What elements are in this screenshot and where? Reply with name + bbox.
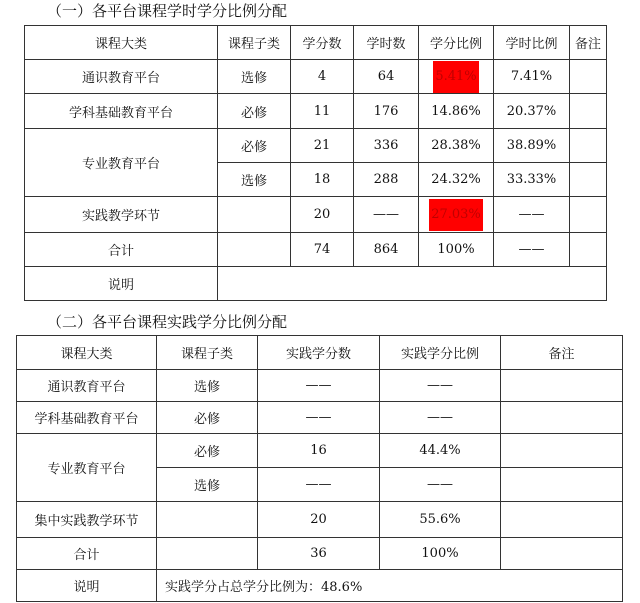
header-note: 备注 xyxy=(501,336,623,370)
header-practice-credits: 实践学分数 xyxy=(258,336,380,370)
table-row xyxy=(17,434,623,468)
header-subcategory: 课程子类 xyxy=(157,336,258,370)
cell-credits: 74 xyxy=(291,233,354,267)
table-row xyxy=(17,402,623,434)
cell-note xyxy=(501,370,623,402)
cell-subcategory: 选修 xyxy=(218,60,291,94)
cell-note xyxy=(570,233,607,267)
cell-hour-ratio: —— xyxy=(494,233,570,267)
cell-category: 专业教育平台 xyxy=(25,129,218,197)
cell-hour-ratio: 33.33% xyxy=(494,163,570,197)
cell-category: 通识教育平台 xyxy=(25,60,218,94)
cell-ratio: —— xyxy=(380,370,501,402)
cell-hours: 864 xyxy=(354,233,419,267)
cell-credits: —— xyxy=(258,468,380,502)
cell-hours: 336 xyxy=(354,129,419,163)
table-explain-row xyxy=(25,267,607,301)
cell-credits: 20 xyxy=(291,197,354,233)
cell-category: 通识教育平台 xyxy=(17,370,157,402)
cell-subcategory xyxy=(157,538,258,570)
cell-note xyxy=(501,538,623,570)
header-subcategory: 课程子类 xyxy=(218,26,291,60)
cell-credits: 4 xyxy=(291,60,354,94)
cell-credit-ratio: 24.32% xyxy=(419,163,494,197)
cell-note xyxy=(570,60,607,94)
cell-category: 实践教学环节 xyxy=(25,197,218,233)
cell-subcategory: 必修 xyxy=(218,94,291,129)
section2-title: （二）各平台课程实践学分比例分配 xyxy=(47,313,288,331)
cell-hour-ratio: 38.89% xyxy=(494,129,570,163)
cell-credit-ratio: 100% xyxy=(419,233,494,267)
cell-category: 专业教育平台 xyxy=(17,434,157,502)
highlighted-value: 27.03% xyxy=(429,199,483,231)
explain-label: 说明 xyxy=(17,570,157,602)
cell-note xyxy=(570,163,607,197)
cell-credits: 11 xyxy=(291,94,354,129)
header-hour-ratio: 学时比例 xyxy=(494,26,570,60)
table-row xyxy=(25,94,607,129)
cell-credits: 36 xyxy=(258,538,380,570)
cell-subcategory: 选修 xyxy=(157,370,258,402)
cell-category: 合计 xyxy=(25,233,218,267)
cell-credits: —— xyxy=(258,370,380,402)
cell-hour-ratio: —— xyxy=(494,197,570,233)
cell-hours: 176 xyxy=(354,94,419,129)
explain-label: 说明 xyxy=(25,267,218,301)
cell-ratio: —— xyxy=(380,402,501,434)
table-total-row xyxy=(25,233,607,267)
cell-category: 合计 xyxy=(17,538,157,570)
table-row xyxy=(25,60,607,94)
cell-credits: 21 xyxy=(291,129,354,163)
cell-hours: 288 xyxy=(354,163,419,197)
cell-note xyxy=(501,434,623,468)
cell-ratio: 100% xyxy=(380,538,501,570)
cell-note xyxy=(501,468,623,502)
cell-subcategory xyxy=(218,197,291,233)
cell-ratio: 55.6% xyxy=(380,502,501,538)
cell-subcategory xyxy=(218,233,291,267)
cell-note xyxy=(501,502,623,538)
cell-subcategory: 必修 xyxy=(218,129,291,163)
table-total-row xyxy=(17,538,623,570)
cell-note xyxy=(501,402,623,434)
cell-hours: 64 xyxy=(354,60,419,94)
header-credit-ratio: 学分比例 xyxy=(419,26,494,60)
header-category: 课程大类 xyxy=(25,26,218,60)
section1-title: （一）各平台课程学时学分比例分配 xyxy=(47,2,288,20)
cell-credit-ratio: 14.86% xyxy=(419,94,494,129)
cell-note xyxy=(570,129,607,163)
header-category: 课程大类 xyxy=(17,336,157,370)
cell-credits: 20 xyxy=(258,502,380,538)
cell-category: 学科基础教育平台 xyxy=(17,402,157,434)
cell-category: 集中实践教学环节 xyxy=(17,502,157,538)
table-row xyxy=(17,370,623,402)
cell-credit-ratio xyxy=(419,60,494,94)
table-row xyxy=(25,129,607,163)
cell-note xyxy=(570,94,607,129)
table-header-row xyxy=(17,336,623,370)
cell-note xyxy=(570,197,607,233)
header-practice-ratio: 实践学分比例 xyxy=(380,336,501,370)
header-hours: 学时数 xyxy=(354,26,419,60)
header-note: 备注 xyxy=(570,26,607,60)
table-row xyxy=(25,197,607,233)
cell-subcategory xyxy=(157,502,258,538)
cell-hour-ratio: 20.37% xyxy=(494,94,570,129)
table-explain-row xyxy=(17,570,623,602)
header-credits: 学分数 xyxy=(291,26,354,60)
cell-subcategory: 必修 xyxy=(157,434,258,468)
explain-text xyxy=(218,267,607,301)
cell-hours: —— xyxy=(354,197,419,233)
cell-subcategory: 选修 xyxy=(157,468,258,502)
highlighted-value: 5.41% xyxy=(433,61,478,93)
cell-credits: 16 xyxy=(258,434,380,468)
cell-ratio: —— xyxy=(380,468,501,502)
cell-credits: 18 xyxy=(291,163,354,197)
explain-text: 实践学分占总学分比例为：48.6% xyxy=(157,570,623,602)
cell-credits: —— xyxy=(258,402,380,434)
cell-ratio: 44.4% xyxy=(380,434,501,468)
cell-hour-ratio: 7.41% xyxy=(494,60,570,94)
cell-credit-ratio: 28.38% xyxy=(419,129,494,163)
practice-credits-table xyxy=(16,335,623,602)
cell-subcategory: 选修 xyxy=(218,163,291,197)
table-row xyxy=(17,502,623,538)
table-header-row xyxy=(25,26,607,60)
cell-credit-ratio xyxy=(419,197,494,233)
cell-category: 学科基础教育平台 xyxy=(25,94,218,129)
credit-hours-table xyxy=(24,25,607,301)
cell-subcategory: 必修 xyxy=(157,402,258,434)
